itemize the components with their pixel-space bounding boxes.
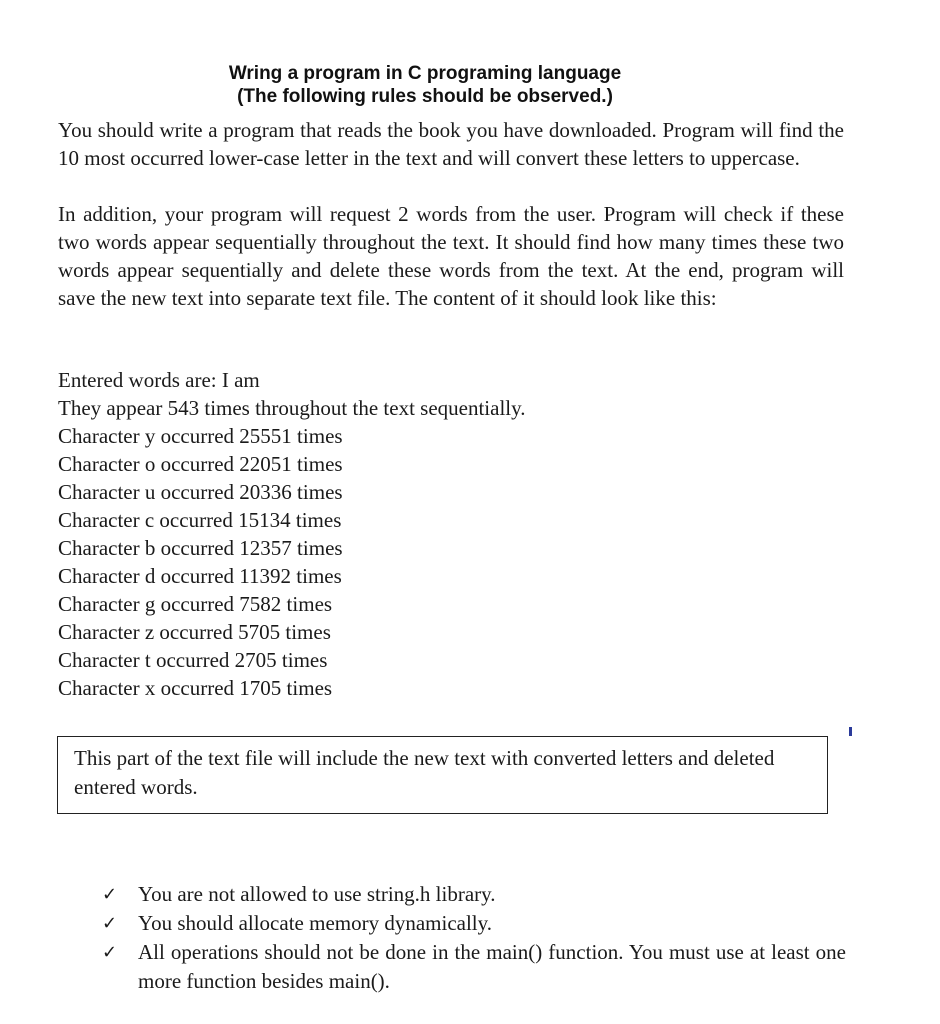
title-line-1: Wring a program in C programing language [228,63,622,84]
rules-list [102,880,846,996]
rule-item [102,938,846,996]
char-count-line: Character o occurred 22051 times [58,452,343,476]
rule-item [102,909,846,938]
text-file-note-box [57,736,828,814]
char-count-line: Character x occurred 1705 times [58,676,333,700]
char-count-line: Character u occurred 20336 times [58,480,343,504]
checkmark-icon: ✓ [102,913,118,934]
checkmark-icon: ✓ [102,942,118,963]
char-count-line: Character z occurred 5705 times [58,620,331,644]
rule-text: You should allocate memory dynamically. [138,911,493,935]
cursor-marker [849,727,852,736]
char-count-line: Character b occurred 12357 times [58,536,343,560]
entered-words-line: Entered words are: I am [58,368,260,392]
sample-output [58,366,526,702]
rule-text: All operations should not be done in the main() function. You must use at least one more function besides main(). [138,940,846,993]
intro-paragraph: You should write a program that reads the book you have downloaded. Program will find the 10 most occurred lower-case letter in the text and will convert these letters to uppercase. [58,118,844,170]
char-count-line: Character d occurred 11392 times [58,564,342,588]
text-file-note: This part of the text file will include the new text with converted letters and deleted entered words. [74,746,775,799]
char-count-line: Character c occurred 15134 times [58,508,342,532]
title-line-2: (The following rules should be observed.) [237,86,613,107]
char-count-line: Character g occurred 7582 times [58,592,333,616]
char-count-line: Character y occurred 25551 times [58,424,343,448]
requirements-paragraph: In addition, your program will request 2 words from the user. Program will check if these two words appear sequentially throughout the text. It should find how many times these two words appear sequentially and delete these words from the text. At the end, program will save the new text into separate text file. The content of it should look like this: [58,202,844,310]
rule-text: You are not allowed to use string.h library. [138,882,496,906]
rule-item [102,880,846,909]
appear-count-line: They appear 543 times throughout the text sequentially. [58,396,526,420]
checkmark-icon: ✓ [102,884,118,905]
char-count-line: Character t occurred 2705 times [58,648,328,672]
document-title [120,62,730,108]
